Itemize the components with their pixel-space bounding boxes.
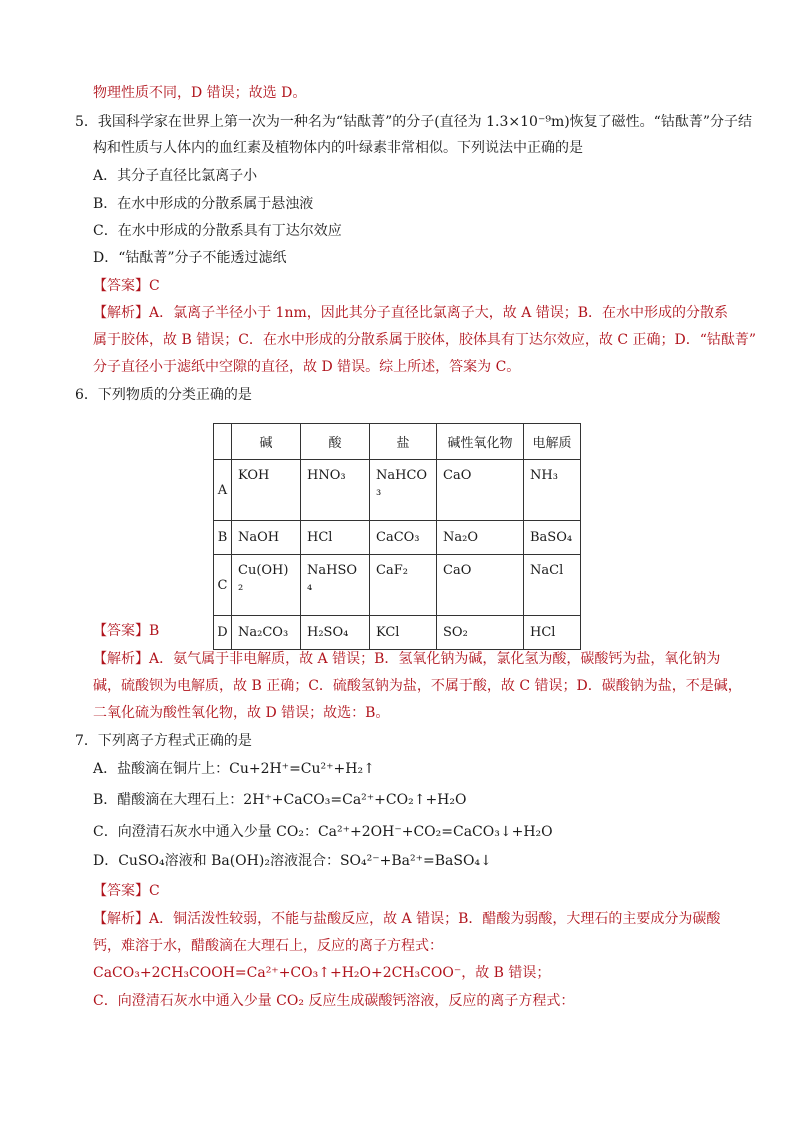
answer-text-line: 【解析】A．铜活泼性较弱，不能与盐酸反应，故 A 错误；B．醋酸为弱酸，大理石的主要成分为碳酸 <box>93 911 721 927</box>
question-text-line: 5．我国科学家在世界上第一次为一种名为“钴酞菁”的分子(直径为 1.3×10⁻⁹m)恢复了磁性。“钴酞菁”分子结 <box>75 114 752 130</box>
table-header-cell: 电解质 <box>524 424 581 460</box>
answer-text-line: 【解析】A．氨气属于非电解质，故 A 错误；B．氢氧化钠为碱，氯化氢为酸，碳酸钙为盐，氧化钠为 <box>93 651 721 667</box>
table-cell: Cu(OH) ₂ <box>232 555 301 616</box>
table-cell: KCl <box>370 616 437 650</box>
answer-text-line: 【解析】A．氯离子半径小于 1nm，因此其分子直径比氯离子大，故 A 错误；B．在水中形成的分散系 <box>93 305 729 321</box>
question-text-line: 7．下列离子方程式正确的是 <box>75 733 252 749</box>
answer-text-line: 钙，难溶于水，醋酸滴在大理石上，反应的离子方程式： <box>93 938 443 954</box>
answer-text-line: 【答案】C <box>93 883 160 899</box>
answer-text-line: 碱，硫酸钡为电解质，故 B 正确；C．硫酸氢钠为盐，不属于酸，故 C 错误；D．碳酸钠为盐，不是碱， <box>93 678 742 694</box>
table-cell: CaF₂ <box>370 555 437 616</box>
table-header-cell: 碱 <box>232 424 301 460</box>
table-row-label: A <box>214 460 232 521</box>
table-row-label: B <box>214 521 232 555</box>
question-text-line: 6．下列物质的分类正确的是 <box>75 387 252 403</box>
answer-text-line: CaCO₃+2CH₃COOH=Ca²⁺+CO₃↑+H₂O+2CH₃COO⁻，故 B 错误； <box>93 965 551 981</box>
answer-text-line: 分子直径小于滤纸中空隙的直径，故 D 错误。综上所述，答案为 C。 <box>93 359 521 375</box>
table-cell: CaO <box>437 555 524 616</box>
table-cell: HNO₃ <box>301 460 370 521</box>
answer-text-line: 【答案】C <box>93 278 160 294</box>
answer-text-line: 【答案】B <box>93 623 160 639</box>
table-row <box>214 521 581 555</box>
table-cell: NaHSO ₄ <box>301 555 370 616</box>
table-header-cell: 盐 <box>370 424 437 460</box>
table-cell: CaCO₃ <box>370 521 437 555</box>
table-header-cell: 酸 <box>301 424 370 460</box>
classification-table <box>213 423 581 650</box>
table-cell: BaSO₄ <box>524 521 581 555</box>
table-cell: NaCl <box>524 555 581 616</box>
question-text-line: D．CuSO₄溶液和 Ba(OH)₂溶液混合：SO₄²⁻+Ba²⁺=BaSO₄↓ <box>93 853 492 869</box>
question-text-line: A．盐酸滴在铜片上：Cu+2H⁺=Cu²⁺+H₂↑ <box>93 761 375 777</box>
table-cell: NaOH <box>232 521 301 555</box>
table-cell: CaO <box>437 460 524 521</box>
table-cell: H₂SO₄ <box>301 616 370 650</box>
question-text-line: 构和性质与人体内的血红素及植物体内的叶绿素非常相似。下列说法中正确的是 <box>93 140 583 156</box>
table-row <box>214 555 581 616</box>
table-cell: Na₂O <box>437 521 524 555</box>
table-header-row <box>214 424 581 460</box>
question-text-line: A．其分子直径比氯离子小 <box>93 168 258 184</box>
question-text-line: C．在水中形成的分散系具有丁达尔效应 <box>93 223 342 239</box>
table-row-label: C <box>214 555 232 616</box>
table-row <box>214 460 581 521</box>
table-cell: HCl <box>524 616 581 650</box>
question-text-line: B．醋酸滴在大理石上：2H⁺+CaCO₃=Ca²⁺+CO₂↑+H₂O <box>93 792 467 808</box>
table-cell: Na₂CO₃ <box>232 616 301 650</box>
question-text-line: D．“钴酞菁”分子不能透过滤纸 <box>93 250 287 266</box>
answer-text-line: C．向澄清石灰水中通入少量 CO₂ 反应生成碳酸钙溶液，反应的离子方程式： <box>93 993 575 1009</box>
answer-text-line: 二氧化硫为酸性氧化物，故 D 错误；故选：B。 <box>93 705 390 721</box>
table-cell: KOH <box>232 460 301 521</box>
answer-text-line: 物理性质不同，D 错误；故选 D。 <box>93 85 307 101</box>
table-row <box>214 616 581 650</box>
table-cell: HCl <box>301 521 370 555</box>
answer-text-line: 属于胶体，故 B 错误；C．在水中形成的分散系属于胶体，胶体具有丁达尔效应，故 C 正确；D．“钴酞菁” <box>93 332 757 348</box>
table-cell: NH₃ <box>524 460 581 521</box>
question-text-line: B．在水中形成的分散系属于悬浊液 <box>93 196 314 212</box>
question-text-line: C．向澄清石灰水中通入少量 CO₂：Ca²⁺+2OH⁻+CO₂=CaCO₃↓+H₂O <box>93 824 553 840</box>
table-header-cell <box>214 424 232 460</box>
table-cell: NaHCO ₃ <box>370 460 437 521</box>
table-header-cell: 碱性氧化物 <box>437 424 524 460</box>
table-cell: SO₂ <box>437 616 524 650</box>
table-row-label: D <box>214 616 232 650</box>
